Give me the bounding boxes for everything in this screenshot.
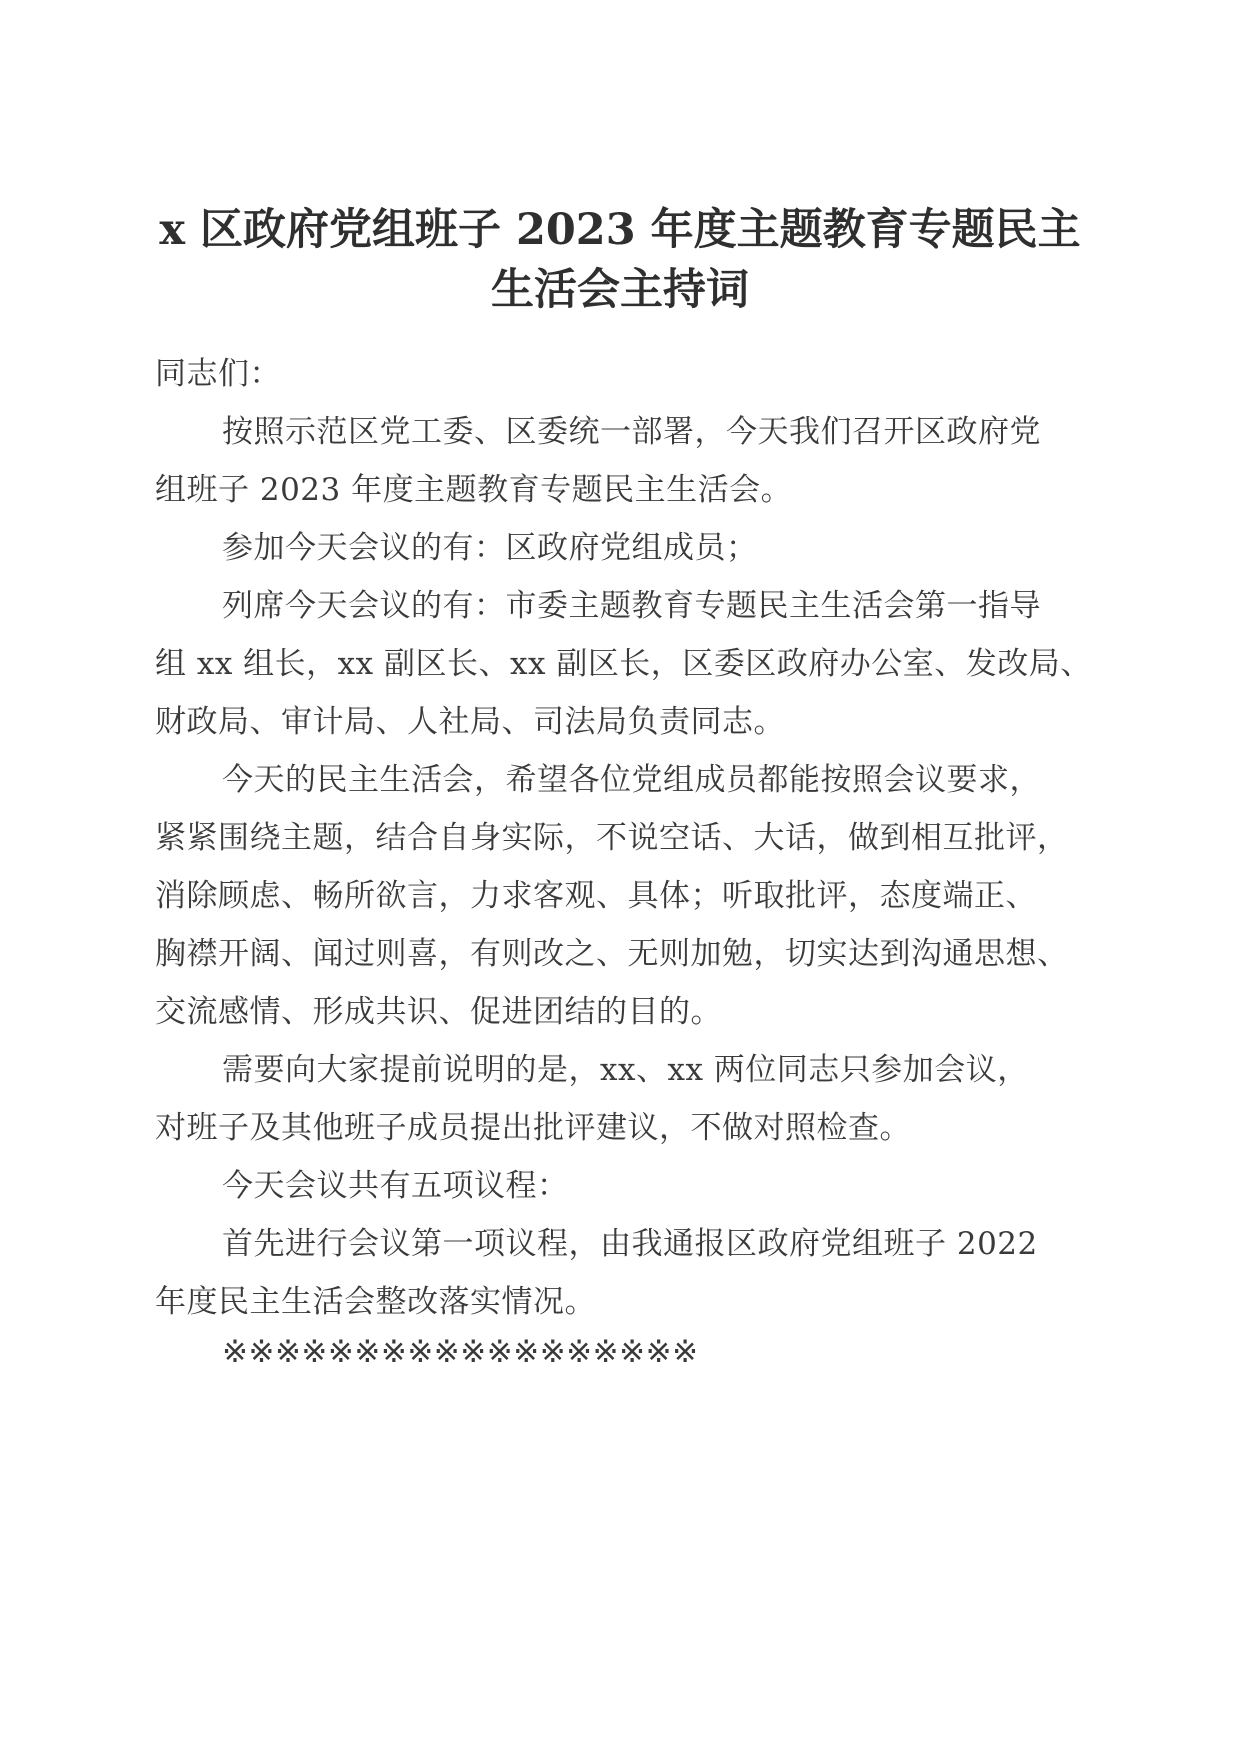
paragraph-line: 紧紧围绕主题，结合自身实际，不说空话、大话，做到相互批评， (155, 820, 1069, 856)
paragraph-line: 交流感情、形成共识、促进团结的目的。 (155, 994, 722, 1030)
paragraph-line: 对班子及其他班子成员提出批评建议，不做对照检查。 (155, 1110, 911, 1146)
salutation: 同志们： (155, 356, 281, 392)
paragraph-line: 按照示范区党工委、区委统一部署，今天我们召开区政府党 (222, 414, 1041, 450)
paragraph-line: 今天会议共有五项议程： (222, 1168, 569, 1204)
paragraph-line: 参加今天会议的有：区政府党组成员； (222, 530, 758, 566)
document-title-line-1: x 区政府党组班子 2023 年度主题教育专题民主 (159, 205, 1081, 255)
paragraph-line: 今天的民主生活会，希望各位党组成员都能按照会议要求， (222, 762, 1041, 798)
paragraph-line: 年度民主生活会整改落实情况。 (155, 1284, 596, 1320)
paragraph-line: 列席今天会议的有：市委主题教育专题民主生活会第一指导 (222, 588, 1041, 624)
paragraph-line: 财政局、审计局、人社局、司法局负责同志。 (155, 704, 785, 740)
paragraph-line: 组 xx 组长，xx 副区长、xx 副区长，区委区政府办公室、发改局、 (155, 646, 1092, 682)
section-divider-marks: ※※※※※※※※※※※※※※※※※※ (222, 1334, 699, 1370)
document-title-line-2: 生活会主持词 (491, 265, 749, 315)
paragraph-line: 首先进行会议第一项议程，由我通报区政府党组班子 2022 (222, 1226, 1038, 1262)
paragraph-line: 组班子 2023 年度主题教育专题民主生活会。 (155, 472, 793, 508)
paragraph-line: 胸襟开阔、闻过则喜，有则改之、无则加勉，切实达到沟通思想、 (155, 936, 1069, 972)
paragraph-line: 消除顾虑、畅所欲言，力求客观、具体；听取批评，态度端正、 (155, 878, 1037, 914)
paragraph-line: 需要向大家提前说明的是，xx、xx 两位同志只参加会议， (222, 1052, 1029, 1088)
